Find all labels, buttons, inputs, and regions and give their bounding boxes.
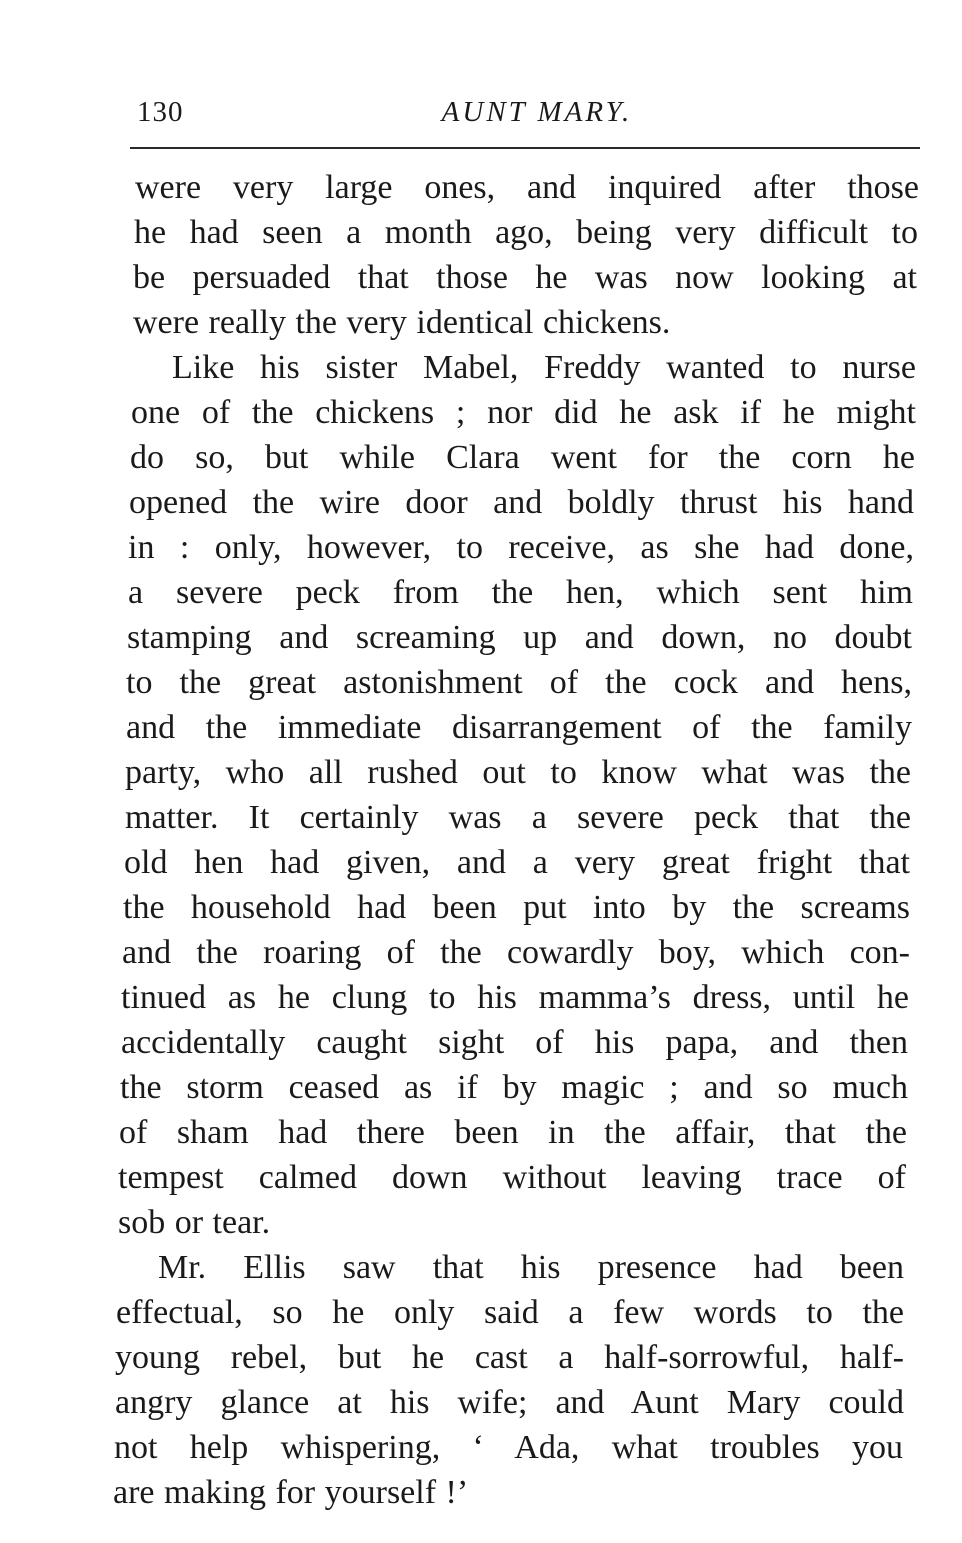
text-line: were really the very identical chickens. — [133, 304, 671, 341]
text-line: a severe peck from the hen, which sent him — [128, 574, 913, 611]
text-line: tinued as he clung to his mamma’s dress, until he — [121, 979, 909, 1016]
text-line: one of the chickens ; nor did he ask if he might — [131, 394, 916, 431]
text-line: Mr. Ellis saw that his presence had been — [158, 1249, 904, 1286]
header-rule — [130, 147, 920, 149]
text-line: and the roaring of the cowardly boy, which con- — [122, 934, 910, 971]
text-line: of sham had there been in the affair, that the — [119, 1114, 907, 1151]
text-line: not help whispering, ‘ Ada, what troubles you — [114, 1429, 903, 1466]
text-line: stamping and screaming up and down, no doubt — [127, 619, 912, 656]
text-line: party, who all rushed out to know what was the — [125, 754, 911, 791]
text-line: do so, but while Clara went for the corn he — [130, 439, 915, 476]
text-line: the storm ceased as if by magic ; and so much — [120, 1069, 908, 1106]
text-line: to the great astonishment of the cock and hens, — [126, 664, 912, 701]
text-line: are making for yourself !’ — [113, 1474, 469, 1511]
text-line: old hen had given, and a very great fright that — [124, 844, 910, 881]
text-line: opened the wire door and boldly thrust his hand — [129, 484, 914, 521]
text-line: angry glance at his wife; and Aunt Mary could — [115, 1384, 904, 1421]
text-line: effectual, so he only said a few words to the — [116, 1294, 904, 1331]
text-line: and the immediate disarrangement of the family — [126, 709, 912, 746]
text-line: matter. It certainly was a severe peck that the — [125, 799, 911, 836]
text-line: sob or tear. — [118, 1204, 271, 1241]
running-title: AUNT MARY. — [441, 96, 633, 128]
text-line: tempest calmed down without leaving trace of — [118, 1159, 906, 1196]
text-line: were very large ones, and inquired after those — [135, 169, 919, 206]
text-line: the household had been put into by the screams — [123, 889, 910, 926]
page-number: 130 — [137, 96, 184, 128]
text-line: accidentally caught sight of his papa, and then — [121, 1024, 908, 1061]
text-line: he had seen a month ago, being very difficult to — [134, 214, 918, 251]
text-line: be persuaded that those he was now looking at — [133, 259, 917, 296]
text-line: young rebel, but he cast a half-sorrowful, half- — [115, 1339, 904, 1376]
text-line: in : only, however, to receive, as she had done, — [128, 529, 914, 566]
text-line: Like his sister Mabel, Freddy wanted to nurse — [172, 349, 916, 386]
page-header — [130, 96, 920, 136]
